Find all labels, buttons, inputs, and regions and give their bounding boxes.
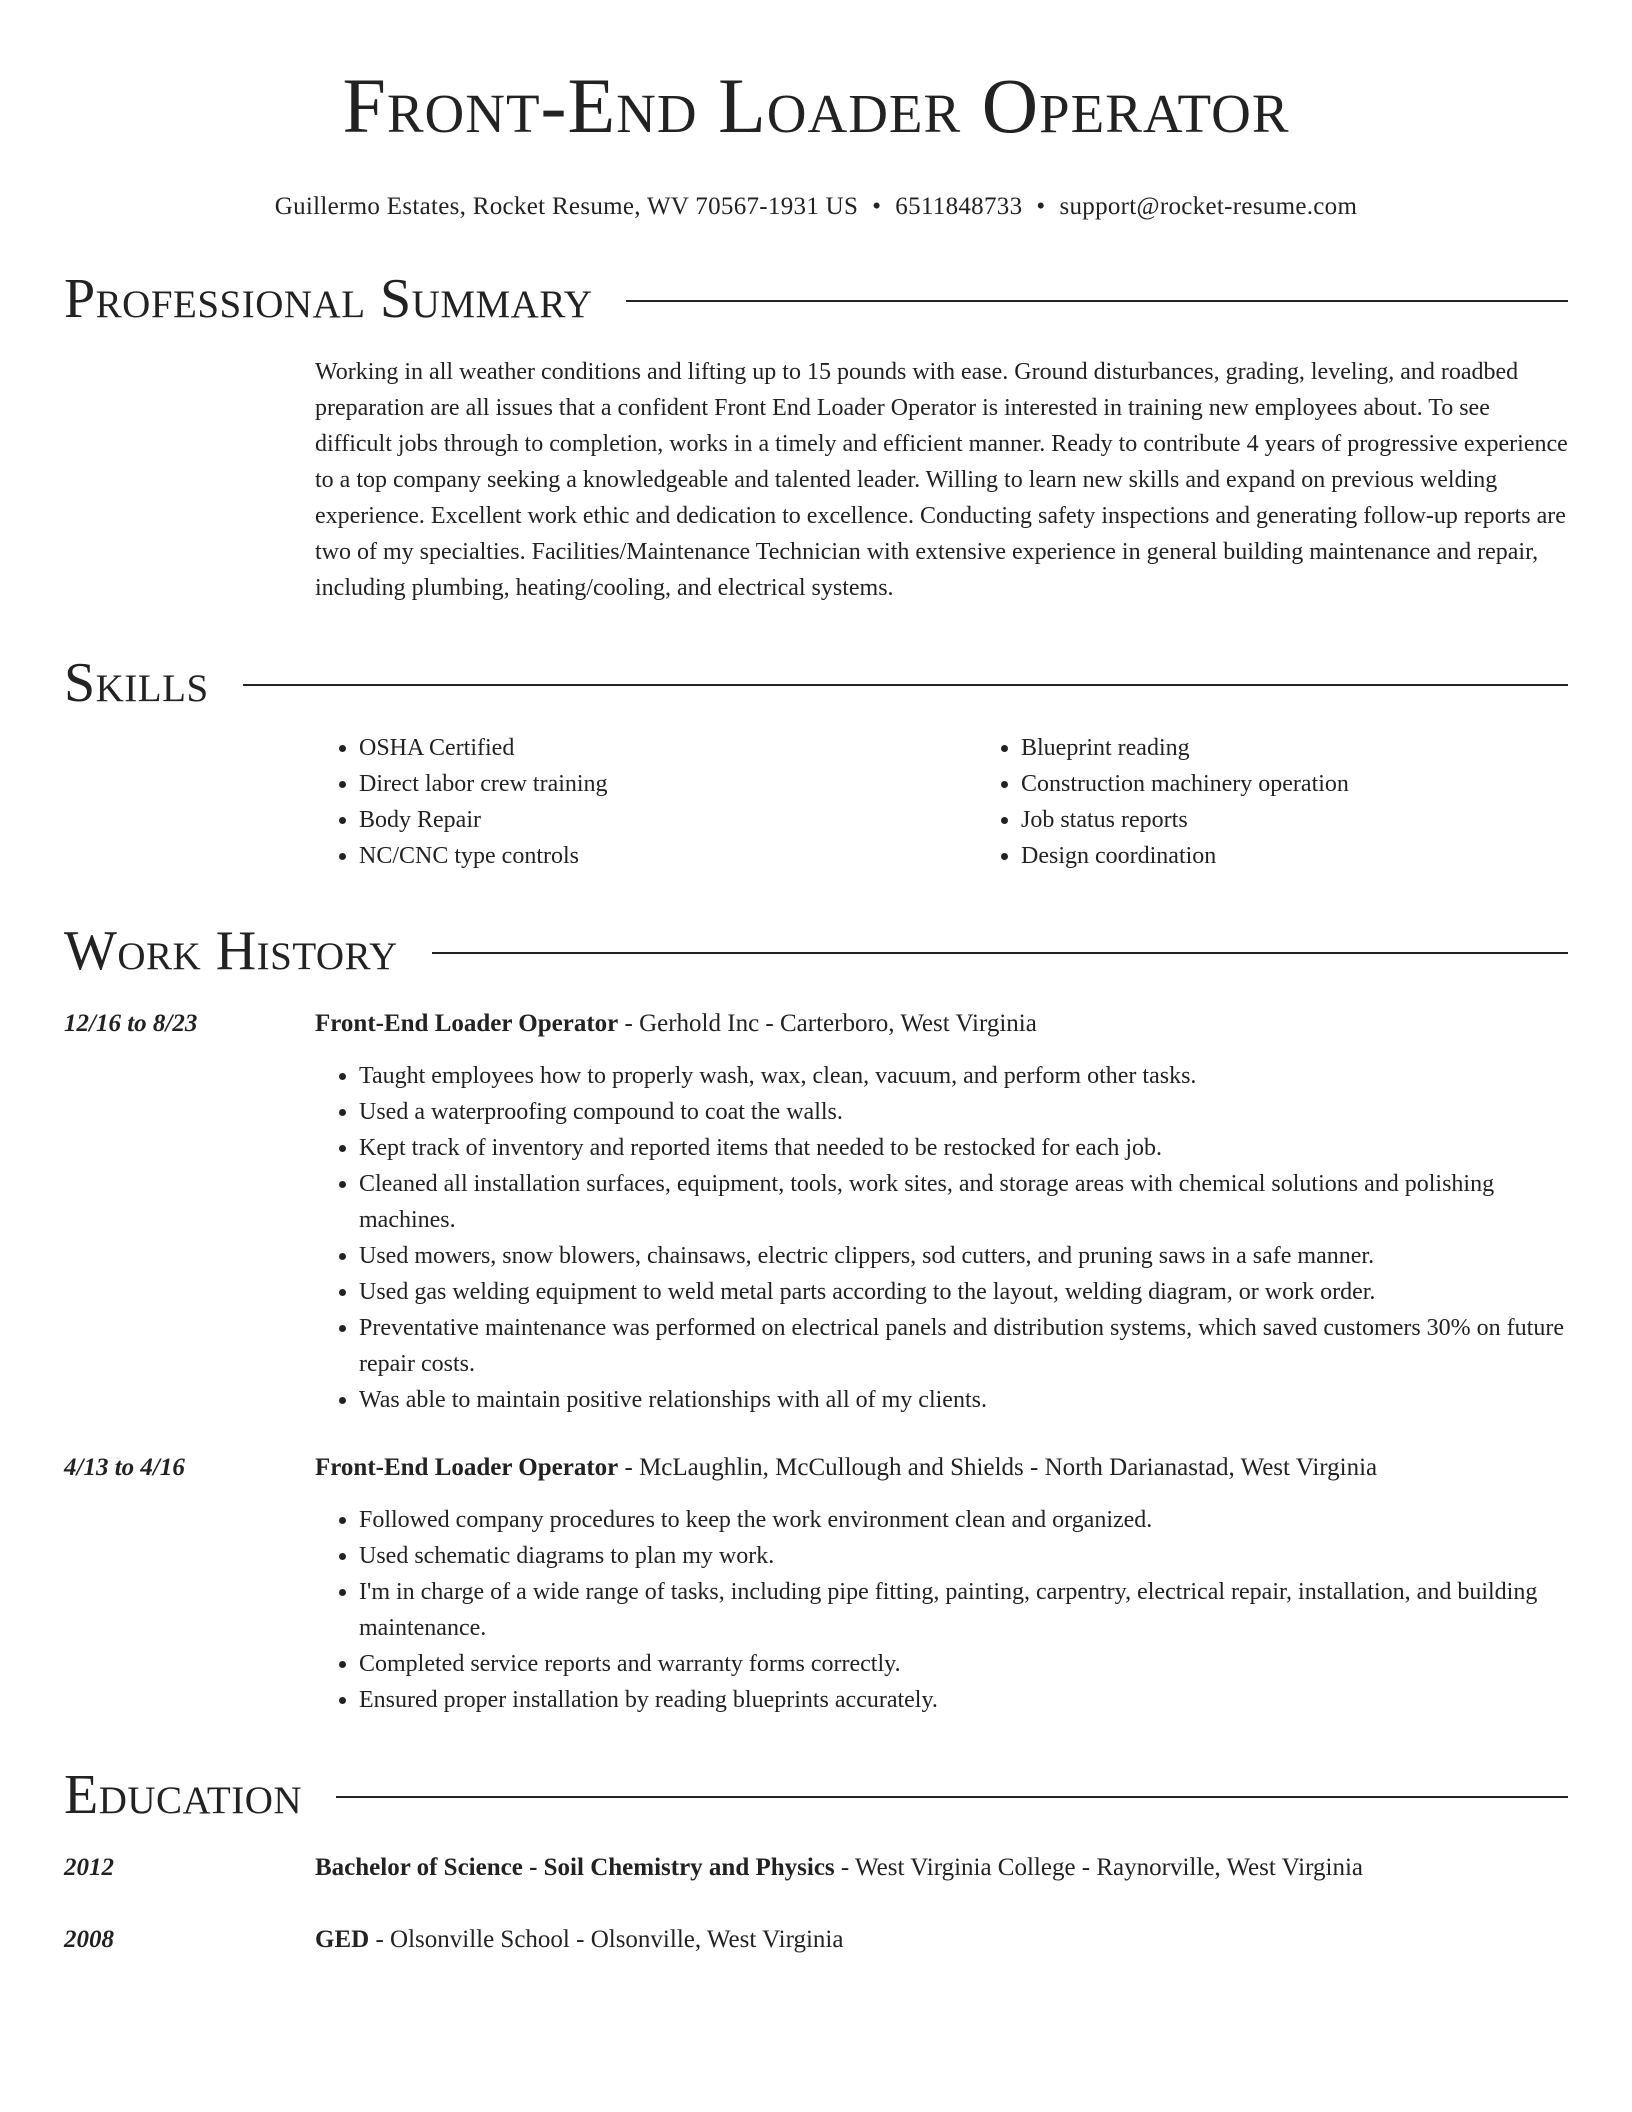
section-divider	[336, 1796, 1568, 1798]
section-title-summary: Professional Summary	[64, 268, 593, 330]
job-entry	[64, 1450, 1568, 1718]
skill-item: • OSHA Certified	[359, 730, 977, 766]
section-title-education: Education	[64, 1764, 303, 1826]
job-body	[315, 1450, 1568, 1718]
education-entry	[64, 1922, 1568, 1958]
skill-item: • Design coordination	[1021, 838, 1632, 874]
education-degree: Bachelor of Science - Soil Chemistry and Physics	[315, 1854, 835, 1881]
skills-list-right	[977, 730, 1632, 874]
contact-line	[64, 192, 1568, 222]
education-school: - Olsonville School - Olsonville, West Virginia	[369, 1926, 844, 1953]
summary-block	[64, 354, 1568, 606]
resume-name: Front-End Loader Operator	[342, 62, 1290, 149]
summary-text: Working in all weather conditions and lifting up to 15 pounds with ease. Ground disturbances, grading, leveling, and roadbed preparation are all issues that a confident Front End Loader Operator is interested in training new employees about. To see difficult jobs through to completion, works in a timely and efficient manner. Ready to contribute 4 years of progressive experience to a top company seeking a knowledgeable and talented leader. Willing to learn new skills and expand on previous welding experience. Excellent work ethic and dedication to excellence. Conducting safety inspections and generating follow-up reports are two of my specialties. Facilities/Maintenance Technician with extensive experience in general building maintenance and repair, including plumbing, heating/cooling, and electrical systems.	[315, 359, 1568, 601]
skill-item: • Construction machinery operation	[1021, 766, 1632, 802]
job-bullet: • Used schematic diagrams to plan my work.	[359, 1538, 1568, 1574]
section-header-work	[64, 918, 1568, 984]
education-heading	[315, 1850, 1568, 1886]
education-degree: GED	[315, 1926, 370, 1953]
job-bullet: • Taught employees how to properly wash, wax, clean, vacuum, and perform other tasks.	[359, 1058, 1568, 1094]
section-header-skills	[64, 650, 1568, 716]
job-bullet: • I'm in charge of a wide range of tasks, including pipe fitting, painting, carpentry, electrical repair, installation, and building maintenance.	[359, 1574, 1568, 1646]
skills-block	[64, 716, 1568, 874]
skills-columns	[315, 730, 1632, 874]
skill-item: • Body Repair	[359, 802, 977, 838]
job-bullet: • Cleaned all installation surfaces, equipment, tools, work sites, and storage areas with chemical solutions and polishing machines.	[359, 1166, 1568, 1238]
section-title-skills: Skills	[64, 652, 209, 714]
job-entry	[64, 1006, 1568, 1418]
skills-list-left	[315, 730, 977, 874]
section-header-summary	[64, 266, 1568, 332]
skills-spacer	[64, 716, 315, 874]
job-bullets	[315, 1058, 1568, 1418]
job-bullet: • Used mowers, snow blowers, chainsaws, electric clippers, sod cutters, and pruning saws in a safe manner.	[359, 1238, 1568, 1274]
job-bullet: • Followed company procedures to keep the work environment clean and organized.	[359, 1502, 1568, 1538]
job-company: - Gerhold Inc - Carterboro, West Virginia	[618, 1010, 1037, 1037]
skill-item: • Blueprint reading	[1021, 730, 1632, 766]
education-year: 2012	[64, 1854, 114, 1881]
education-year: 2008	[64, 1926, 114, 1953]
skill-item: • NC/CNC type controls	[359, 838, 977, 874]
job-bullet: • Used gas welding equipment to weld metal parts according to the layout, welding diagram, or work order.	[359, 1274, 1568, 1310]
job-bullet: • Was able to maintain positive relationships with all of my clients.	[359, 1382, 1568, 1418]
job-dates: 4/13 to 4/16	[64, 1454, 185, 1481]
contact-phone: 6511848733	[895, 193, 1023, 220]
job-heading	[315, 1450, 1568, 1486]
job-title: Front-End Loader Operator	[315, 1454, 619, 1481]
education-school: - West Virginia College - Raynorville, West Virginia	[834, 1854, 1363, 1881]
job-heading	[315, 1006, 1568, 1042]
section-header-education	[64, 1762, 1568, 1828]
job-bullet: • Used a waterproofing compound to coat the walls.	[359, 1094, 1568, 1130]
job-bullet: • Preventative maintenance was performed on electrical panels and distribution systems, which saved customers 30% on future repair costs.	[359, 1310, 1568, 1382]
section-divider	[626, 300, 1568, 302]
skill-item: • Direct labor crew training	[359, 766, 977, 802]
job-company: - McLaughlin, McCullough and Shields - North Darianastad, West Virginia	[618, 1454, 1378, 1481]
job-title: Front-End Loader Operator	[315, 1010, 619, 1037]
job-bullet: • Ensured proper installation by reading blueprints accurately.	[359, 1682, 1568, 1718]
education-heading	[315, 1922, 1568, 1958]
job-bullets	[315, 1502, 1568, 1718]
skill-item: • Job status reports	[1021, 802, 1632, 838]
job-bullet: • Kept track of inventory and reported items that needed to be restocked for each job.	[359, 1130, 1568, 1166]
job-body	[315, 1006, 1568, 1418]
education-entry	[64, 1850, 1568, 1886]
contact-email: support@rocket-resume.com	[1059, 193, 1358, 220]
contact-separator: •	[1036, 193, 1046, 220]
job-bullet: • Completed service reports and warranty forms correctly.	[359, 1646, 1568, 1682]
section-title-work: Work History	[64, 920, 398, 982]
contact-address: Guillermo Estates, Rocket Resume, WV 70567-1931 US	[274, 193, 859, 220]
job-dates: 12/16 to 8/23	[64, 1010, 198, 1037]
summary-spacer	[64, 354, 315, 606]
resume-page	[64, 0, 1568, 1958]
contact-separator: •	[872, 193, 882, 220]
section-divider	[243, 684, 1568, 686]
section-divider	[432, 952, 1568, 954]
